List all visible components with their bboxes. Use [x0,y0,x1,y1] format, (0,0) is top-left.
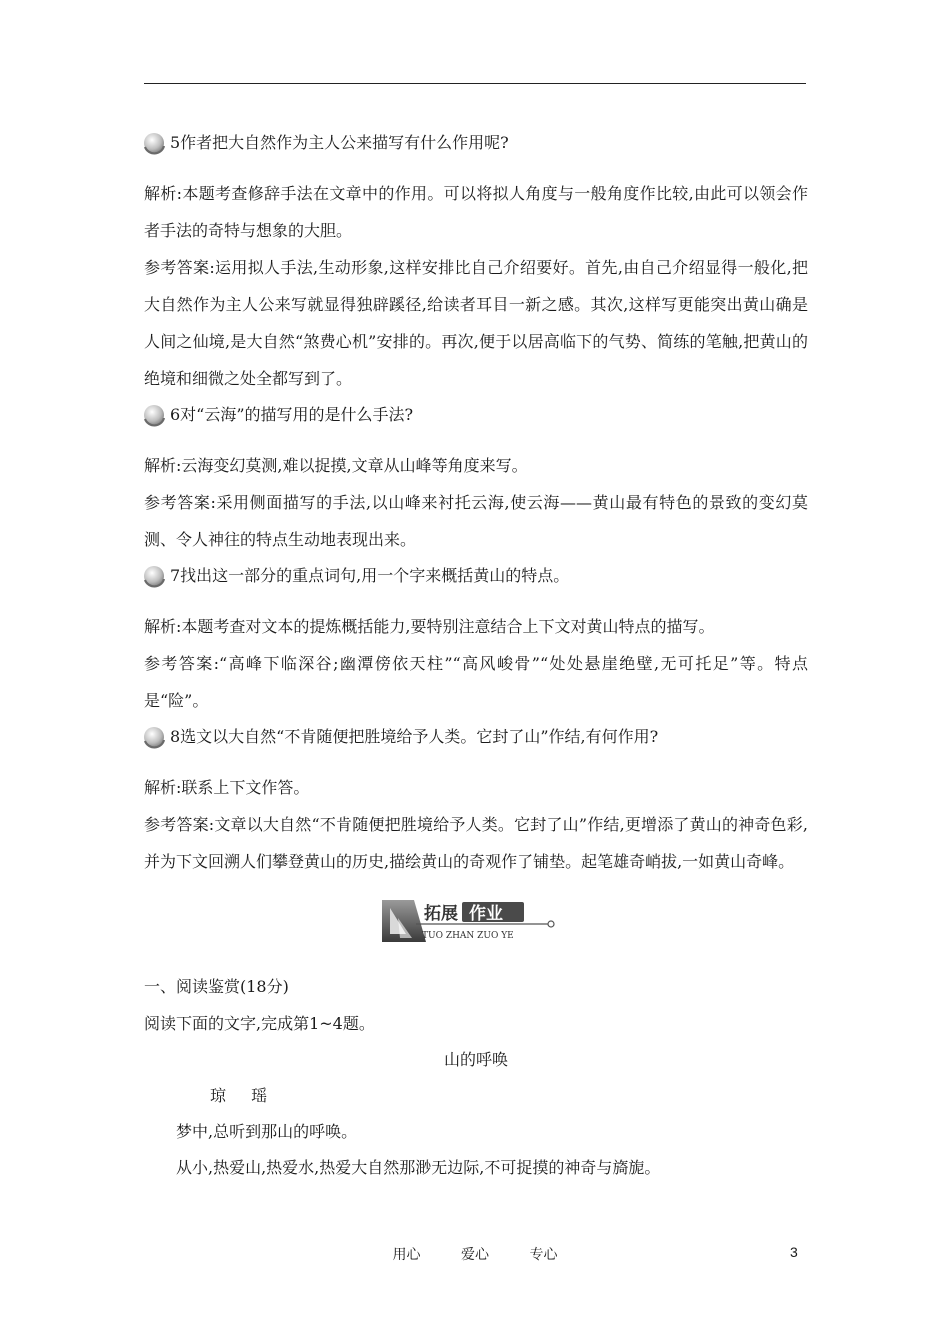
analysis-text: 解析:本题考查对文本的提炼概括能力,要特别注意结合上下文对黄山特点的描写。 [144,617,715,636]
footer-item: 专心 [529,1247,558,1263]
question-7 [144,558,808,719]
header-rule [144,83,806,84]
question-text: 6对“云海”的描写用的是什么手法? [170,405,414,424]
answer-text: 参考答案:文章以大自然“不肯随便把胜境给予人类。它封了山”作结,更增添了黄山的神奇色彩,并为下文回溯人们攀登黄山的历史,描绘黄山的奇观作了铺垫。起笔雄奇峭拔,一如黄山奇峰。 [144,815,808,871]
question-prompt [142,558,808,594]
section-heading: 一、阅读鉴赏(18分) [144,977,289,996]
footer-item: 用心 [392,1247,421,1263]
poem-title: 山的呼唤 [443,1050,508,1069]
poem-author: 琼 瑶 [210,1086,278,1105]
question-8 [144,719,808,880]
reading-section [144,968,808,1186]
text-line: 从小,热爱山,热爱水,热爱大自然那渺无边际,不可捉摸的神奇与旖旎。 [176,1158,661,1177]
analysis-text: 解析:云海变幻莫测,难以捉摸,文章从山峰等角度来写。 [144,456,528,475]
question-bullet-icon [142,403,166,427]
question-text: 7找出这一部分的重点词句,用一个字来概括黄山的特点。 [170,566,570,585]
question-bullet-icon [142,725,166,749]
banner-title-b: 作业 [469,904,503,924]
text-line: 梦中,总听到那山的呼唤。 [176,1122,358,1141]
question-prompt [142,397,808,433]
question-6 [144,397,808,558]
banner-subtitle: TUO ZHAN ZUO YE [422,931,514,941]
analysis-text: 解析:联系上下文作答。 [144,778,310,797]
question-5 [144,125,808,397]
section-instruction: 阅读下面的文字,完成第1~4题。 [144,1014,375,1033]
page-content [144,125,808,1186]
page-number: 3 [790,1244,798,1260]
question-prompt [142,719,808,755]
banner-logo-icon [376,894,576,948]
question-text: 8选文以大自然“不肯随便把胜境给予人类。它封了山”作结,有何作用? [170,727,659,746]
answer-text: 参考答案:“高峰下临深谷;幽潭傍依天柱”“高风峻骨”“处处悬崖绝壁,无可托足”等。特点是“险”。 [144,654,808,710]
answer-text: 参考答案:采用侧面描写的手法,以山峰来衬托云海,使云海——黄山最有特色的景致的变幻莫测、令人神往的特点生动地表现出来。 [144,493,808,549]
banner-title-a: 拓展 [424,904,458,924]
question-prompt [142,125,808,161]
extension-homework-banner [376,894,576,948]
question-bullet-icon [142,564,166,588]
analysis-text: 解析:本题考查修辞手法在文章中的作用。可以将拟人角度与一般角度作比较,由此可以领会作者手法的奇特与想象的大胆。 [144,184,808,240]
question-text: 5作者把大自然作为主人公来描写有什么作用呢? [170,133,509,152]
page-footer [0,1244,950,1264]
footer-item: 爱心 [461,1247,489,1263]
question-bullet-icon [142,131,166,155]
answer-text: 参考答案:运用拟人手法,生动形象,这样安排比自己介绍要好。首先,由自己介绍显得一般化,把大自然作为主人公来写就显得独辟蹊径,给读者耳目一新之感。其次,这样写更能突出黄山确是人间之仙境,是大自然“煞费心机”安排的。再次,便于以居高临下的气势、简练的笔触,把黄山的绝境和细微之处全都写到了。 [144,258,808,388]
